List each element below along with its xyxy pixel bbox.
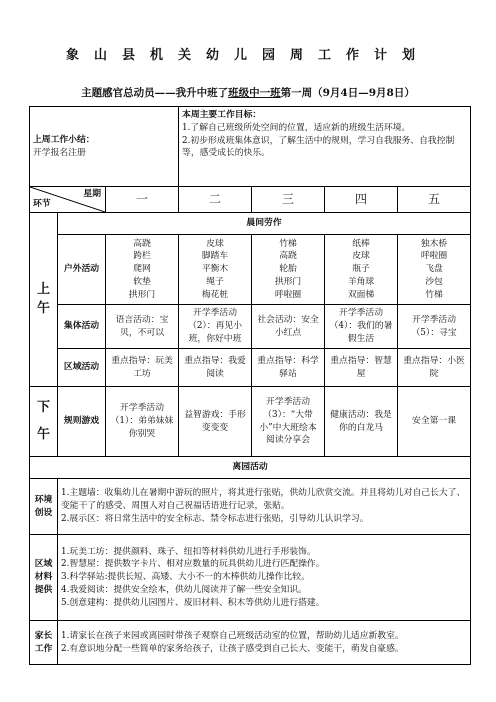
material-item: 3.科学驿站:提供长短、高矮、大小不一的木棒供幼儿操作比较。 xyxy=(61,572,310,583)
outdoor-day-3 xyxy=(252,235,325,305)
env-label-2: 创设 xyxy=(34,507,53,518)
env-content xyxy=(58,479,471,535)
weekday-session-header xyxy=(30,187,106,213)
group-day-4: 开学季活动（4）：我们的暑假生活 xyxy=(325,305,398,349)
outdoor-label: 户外活动 xyxy=(58,235,106,305)
day-4-header: 四 xyxy=(325,187,398,213)
materials-label-3: 提供 xyxy=(34,584,53,595)
morning-exercise: 晨间劳作 xyxy=(58,213,471,235)
session-header: 环节 xyxy=(33,199,51,210)
area-day-3: 重点指导：科学驿站 xyxy=(252,349,325,387)
outdoor-day-4 xyxy=(325,235,398,305)
list-item: 平衡木 xyxy=(201,264,229,275)
group-day-3: 社会活动：安全小红点 xyxy=(252,305,325,349)
list-item: 呼啦圈 xyxy=(420,251,448,262)
list-item: 软垫 xyxy=(133,276,151,287)
morning-char-1: 上 xyxy=(36,281,50,297)
parent-content xyxy=(58,621,471,665)
env-label-1: 环境 xyxy=(34,494,53,505)
materials-content xyxy=(58,535,471,621)
departure-activity: 离园活动 xyxy=(30,457,471,479)
list-item: 纸棒 xyxy=(352,238,370,249)
morning-char-2: 午 xyxy=(36,300,50,316)
list-item: 呼啦圈 xyxy=(274,289,302,300)
material-item: 5.创意建构：提供幼儿园图片、废旧材料、积木等供幼儿进行搭建。 xyxy=(61,597,325,608)
area-day-5: 重点指导：小医院 xyxy=(398,349,471,387)
list-item: 独木桥 xyxy=(420,238,448,249)
material-item: 2.智慧屋：提供数字卡片、相对应数量的玩具供幼儿进行匹配操作。 xyxy=(61,559,325,570)
parent-label-2: 工作 xyxy=(34,643,53,654)
area-day-4: 重点指导：智慧屋 xyxy=(325,349,398,387)
outdoor-day-5 xyxy=(398,235,471,305)
group-day-1: 语言活动：宝贝，不可以 xyxy=(106,305,179,349)
day-1-header: 一 xyxy=(106,187,179,213)
outdoor-day-1 xyxy=(106,235,179,305)
afternoon-char-2: 午 xyxy=(36,426,50,442)
list-item: 高跷 xyxy=(133,238,151,249)
plan-subtitle xyxy=(0,85,496,100)
material-item: 1.玩美工坊：提供颜料、珠子、纽扣等材料供幼儿进行手形装饰。 xyxy=(61,546,316,557)
goals-label: 本周主要工作目标： xyxy=(182,110,262,120)
parent-item: 1.请家长在孩子来园或离园时带孩子观察自己班级活动室的位置，帮助幼儿适应新教室。 xyxy=(61,630,404,641)
env-item: 1.主题墙：收集幼儿在暑期中游玩的照片，将其进行张贴，供幼儿欣赏交流。并且将幼儿对自己长大了、变能干了的感受、周围人对自己祝福话语进行记录，张贴。 xyxy=(61,488,466,512)
list-item: 轮胎 xyxy=(279,264,297,275)
weekly-plan-table xyxy=(29,106,471,665)
list-item: 竹梯 xyxy=(425,289,443,300)
parent-label-1: 家长 xyxy=(34,630,53,641)
day-3-header: 三 xyxy=(252,187,325,213)
list-item: 沙包 xyxy=(425,276,443,287)
day-5-header: 五 xyxy=(398,187,471,213)
outdoor-day-2 xyxy=(179,235,252,305)
parent-item: 2.有意识地分配一些简单的家务给孩子，让孩子感受到自己长大、变能干，萌发自豪感。 xyxy=(61,643,404,654)
week-goals xyxy=(179,107,471,187)
env-label xyxy=(30,479,58,535)
morning-label xyxy=(30,213,58,387)
subtitle-class: 班级中一班 xyxy=(228,87,281,99)
area-day-2: 重点指导：我爱阅读 xyxy=(179,349,252,387)
materials-label-2: 材料 xyxy=(34,572,53,583)
env-item: 2.展示区：将日常生活中的安全标志、禁令标志进行张贴，引导幼儿认识学习。 xyxy=(61,513,369,524)
group-day-5: 开学季活动（5）：寻宝 xyxy=(398,305,471,349)
material-item: 4.我爱阅读：提供安全绘本，供幼儿阅读并了解一些安全知识。 xyxy=(61,584,307,595)
last-week-label: 上周工作小结： xyxy=(33,134,95,145)
rule-day-4: 健康活动：我是你的白龙马 xyxy=(325,387,398,457)
materials-label xyxy=(30,535,58,621)
weekday-header: 星期 xyxy=(83,189,101,199)
afternoon-char-1: 下 xyxy=(36,399,50,415)
rule-day-5: 安全第一课 xyxy=(398,387,471,457)
group-label: 集体活动 xyxy=(58,305,106,349)
list-item: 高跷 xyxy=(279,251,297,262)
list-item: 脚踏车 xyxy=(201,251,229,262)
list-item: 爬网 xyxy=(133,264,151,275)
area-day-1: 重点指导：玩美工坊 xyxy=(106,349,179,387)
rule-day-2: 益智游戏：手形变变变 xyxy=(179,387,252,457)
list-item: 瓶子 xyxy=(352,264,370,275)
last-week-summary xyxy=(30,107,179,187)
subtitle-theme: 主题感官总动员——我升中班了 xyxy=(81,87,229,99)
afternoon-label xyxy=(30,387,58,457)
list-item: 跨栏 xyxy=(133,251,151,262)
list-item: 皮球 xyxy=(206,238,224,249)
list-item: 飞盘 xyxy=(425,264,443,275)
last-week-text: 开学报名注册 xyxy=(33,147,86,158)
page-title: 象山县机关幼儿园周工作计划 xyxy=(65,48,430,63)
rule-label: 规则游戏 xyxy=(58,387,106,457)
list-item: 双面梯 xyxy=(347,289,375,300)
group-day-2: 开学季活动（2）：再见小班，你好中班 xyxy=(179,305,252,349)
rule-day-3: 开学季活动（3）：“大带小”中大班绘本阅读分享会 xyxy=(252,387,325,457)
materials-label-1: 区域 xyxy=(34,559,53,570)
list-item: 梅花桩 xyxy=(201,289,229,300)
goal-item: 1.了解自己班级所处空间的位置，适应新的班级生活环境。 xyxy=(182,122,411,133)
list-item: 皮球 xyxy=(352,251,370,262)
rule-day-1: 开学季活动（1）：弟弟妹妹你别哭 xyxy=(106,387,179,457)
list-item: 绳子 xyxy=(206,276,224,287)
area-label: 区域活动 xyxy=(58,349,106,387)
list-item: 羊角球 xyxy=(347,276,375,287)
goal-item: 2.初步形成班集体意识，了解生活中的规则，学习自我服务、自我控制等，感受成长的快乐。 xyxy=(182,135,455,159)
subtitle-week: 第一周（9月4日—9月8日） xyxy=(280,87,415,99)
day-2-header: 二 xyxy=(179,187,252,213)
parent-label xyxy=(30,621,58,665)
list-item: 竹梯 xyxy=(279,238,297,249)
list-item: 拱形门 xyxy=(274,276,302,287)
list-item: 拱形门 xyxy=(128,289,156,300)
